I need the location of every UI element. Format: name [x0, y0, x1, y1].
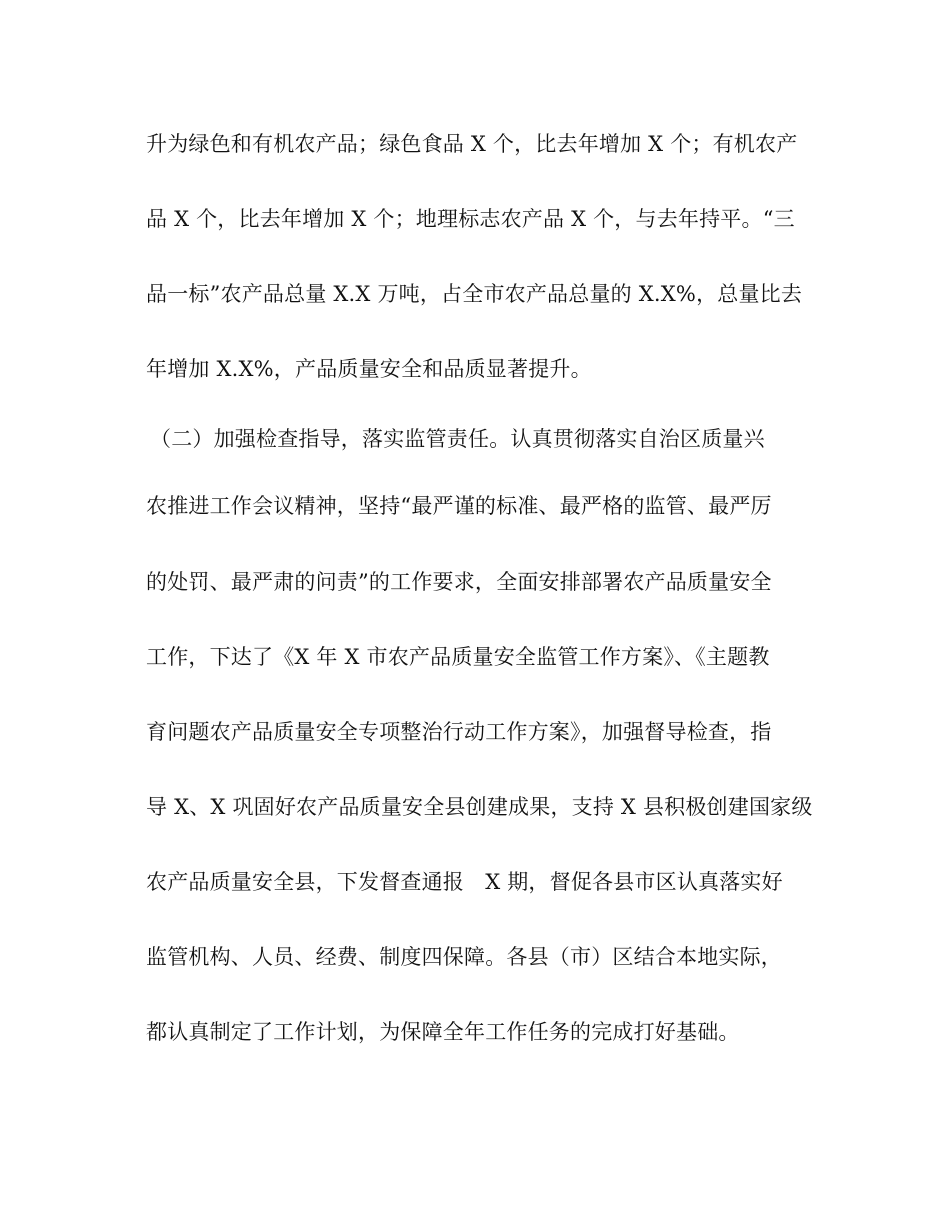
text-line: 农产品质量安全县，下发督查通报 X 期，督促各县市区认真落实好 [146, 870, 783, 894]
text-line: 品 X 个，比去年增加 X 个；地理标志农产品 X 个，与去年持平。“三 [146, 207, 795, 231]
text-line: 的处罚、最严肃的问责”的工作要求，全面安排部署农产品质量安全 [146, 570, 772, 594]
section-heading-line: （二）加强检查指导，落实监管责任。认真贯彻落实自治区质量兴 [150, 427, 765, 451]
text-line: 品一标”农产品总量 X.X 万吨，占全市农产品总量的 X.X%，总量比去 [146, 282, 803, 306]
text-line: 升为绿色和有机农产品；绿色食品 X 个，比去年增加 X 个；有机农产 [146, 132, 798, 156]
text-line: 监管机构、人员、经费、制度四保障。各县（市）区结合本地实际， [146, 945, 782, 969]
text-line: 育问题农产品质量安全专项整治行动工作方案》，加强督导检查，指 [146, 720, 772, 744]
text-line: 都认真制定了工作计划，为保障全年工作任务的完成打好基础。 [146, 1020, 740, 1044]
text-line: 年增加 X.X%，产品质量安全和品质显著提升。 [146, 357, 592, 381]
text-line: 农推进工作会议精神，坚持“最严谨的标准、最严格的监管、最严厉 [146, 494, 772, 518]
text-line: 导 X、X 巩固好农产品质量安全县创建成果，支持 X 县积极创建国家级 [146, 795, 813, 819]
text-line: 工作，下达了《X 年 X 市农产品质量安全监管工作方案》、《主题教 [146, 645, 770, 669]
